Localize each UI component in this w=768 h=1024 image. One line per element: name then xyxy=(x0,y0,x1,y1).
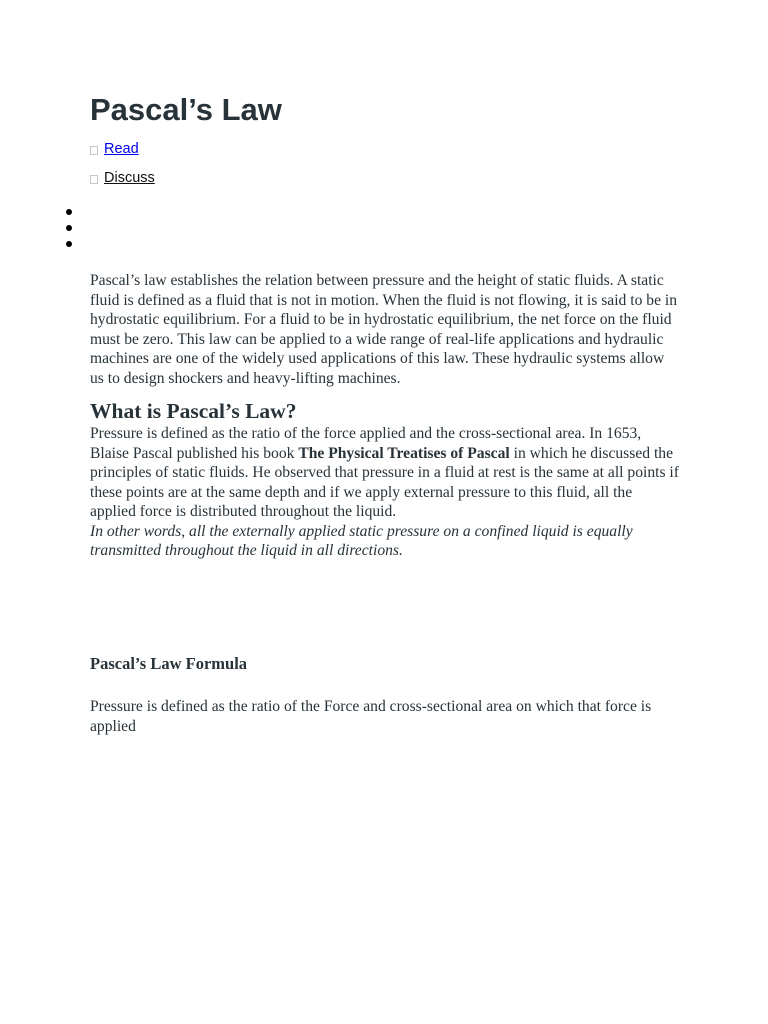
book-title: The Physical Treatises of Pascal xyxy=(298,444,510,462)
section-text-before: Pressure is defined as the ratio of the force applied and the cross-sectional area. In 1653, Blaise Pascal published his book xyxy=(90,425,642,462)
discuss-icon xyxy=(90,175,98,184)
page-title: Pascal’s Law xyxy=(90,92,282,127)
section-text-after: in which he discussed the principles of static fluids. He observed that pressure in a fluid at rest is the same at all points if these points are at the same depth and if we apply external pressure to this fluid, all the applied force is distributed throughout the liquid. xyxy=(90,444,679,520)
read-action xyxy=(90,139,139,159)
bullet-dot xyxy=(66,209,72,215)
formula-paragraph: Pressure is defined as the ratio of the Force and cross-sectional area on which that force is applied xyxy=(90,698,652,735)
bullet-dot xyxy=(66,225,72,231)
italic-quote: In other words, all the externally applied static pressure on a confined liquid is equally transmitted throughout the liquid in all directions. xyxy=(90,522,633,559)
read-link[interactable]: Read xyxy=(104,141,139,157)
intro-paragraph: Pascal’s law establishes the relation between pressure and the height of static fluids. A static fluid is defined as a fluid that is not in motion. When the fluid is not flowing, it is said to be in hydrostatic equilibrium. For a fluid to be in hydrostatic equilibrium, the net force on the fluid must be zero. This law can be applied to a wide range of real-life applications and hydraulic machines are one of the widely used applications of this law. These hydraulic systems allow us to design shockers and heavy-lifting machines. xyxy=(90,272,678,387)
section-heading-what-is: What is Pascal’s Law? xyxy=(90,399,297,423)
bullet-dot xyxy=(66,241,72,247)
read-icon xyxy=(90,146,98,155)
empty-bullet-list xyxy=(66,209,72,257)
discuss-action xyxy=(90,168,155,188)
section-heading-formula: Pascal’s Law Formula xyxy=(90,654,248,673)
section-paragraph-what-is xyxy=(90,424,680,561)
discuss-link[interactable]: Discuss xyxy=(104,170,155,186)
